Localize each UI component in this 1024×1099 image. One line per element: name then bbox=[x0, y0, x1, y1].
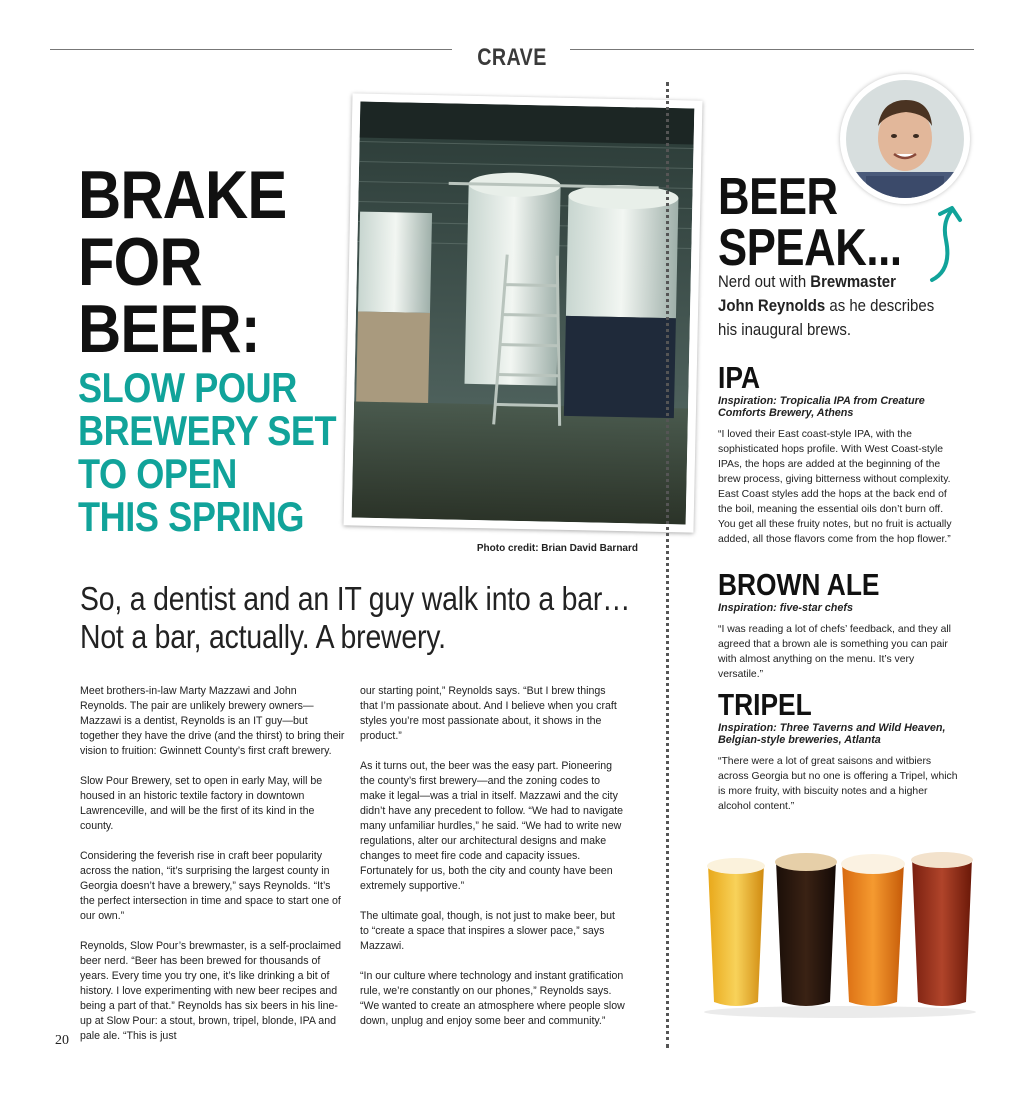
article-paragraph: As it turns out, the beer was the easy part. Pioneering the county’s first brewery—and the zoning codes to make it legal—was a trial in itself. Mazzawi and the city didn’t have any precedent to follow. “We had to navigate many unfamiliar hurdles,” he said. “We had to write new regulations, alter our architectural designs and make changes to meet fire code and capacity issues. Fortunately for us, both the city and county have been extremely supportive.” bbox=[360, 760, 624, 892]
beer-inspiration: Inspiration: Tropicalia IPA from Creature Comforts Brewery, Athens bbox=[718, 395, 925, 419]
article-paragraph: Slow Pour Brewery, set to open in early May, will be housed in an historic textile factory in downtown Lawrenceville, and will be the first of its kind in the county. bbox=[80, 775, 323, 832]
article-lede bbox=[80, 580, 631, 656]
article-paragraph: our starting point,” Reynolds says. “But I brew things that I’m passionate about. And I believe when you craft styles you’re most passionate about, it shows in the product.” bbox=[360, 685, 617, 742]
article-paragraph: Considering the feverish rise in craft beer popularity across the nation, “it’s surprising the largest county in Georgia doesn’t have a brewery,” says Reynolds. “It’s the perfect intersection in time and space to start one of our own.” bbox=[80, 850, 341, 922]
headline-line: FOR bbox=[78, 224, 202, 300]
beer-speak-intro bbox=[718, 270, 938, 342]
beer-inspiration: Inspiration: Three Taverns and Wild Heaven, Belgian-style breweries, Atlanta bbox=[718, 722, 946, 746]
beer-name: BROWN ALE bbox=[718, 567, 880, 602]
header-rule-right bbox=[570, 49, 974, 50]
intro-text: Nerd out with bbox=[718, 272, 811, 291]
intro-bold: John Reynolds bbox=[718, 296, 826, 315]
section-label: CRAVE bbox=[477, 44, 547, 71]
subheadline bbox=[78, 366, 336, 538]
article-paragraph: “In our culture where technology and instant gratification rule, we’re constantly on our phones,” Reynolds says. “We wanted to create an atmosphere where people slow down, unplug and enjoy some beer and community.” bbox=[360, 970, 625, 1027]
lede-line: Not a bar, actually. A brewery. bbox=[80, 618, 446, 655]
subheadline-line: BREWERY SET bbox=[78, 407, 337, 454]
intro-bold: Brewmaster bbox=[810, 272, 896, 291]
article-column-1 bbox=[80, 684, 345, 1059]
beer-name: IPA bbox=[718, 360, 760, 395]
subheadline-line: SLOW POUR bbox=[78, 364, 297, 411]
beer-quote: “I loved their East coast-style IPA, with the sophisticated hops profile. With West Coast-style IPAs, the hops are added at the beginning of the brew process, giving bitterness without complexity. East Coast styles add the hops at the back end of the boil, meaning the essential oils don’t burn off. You get all these fruity notes, but no fruit is actually added, all those flavors come from the hop flower.” bbox=[718, 429, 952, 545]
photo-credit: Photo credit: Brian David Barnard bbox=[476, 543, 638, 554]
beer-entry-ipa bbox=[718, 360, 958, 547]
subheadline-line: TO OPEN bbox=[78, 450, 237, 497]
article-column-2 bbox=[360, 684, 625, 1044]
header-rule-left bbox=[50, 49, 452, 50]
beer-entry-tripel bbox=[718, 687, 958, 814]
beer-speak-title-line: BEER bbox=[718, 168, 838, 226]
beer-name: TRIPEL bbox=[718, 687, 812, 722]
headline bbox=[78, 157, 287, 367]
beer-glasses-image bbox=[700, 852, 980, 1022]
article-paragraph: Reynolds, Slow Pour’s brewmaster, is a self-proclaimed beer nerd. “Beer has been brewed for thousands of years. Every time you try one, it’s like drinking a bit of history. I love experimenting with new beer recipes and being a part of that.” Reynolds has six beers in his line-up at Slow Pour: a stout, brown, tripel, blonde, IPA and pale ale. “This is just bbox=[80, 940, 342, 1042]
beer-entry-brown-ale bbox=[718, 567, 958, 682]
subheadline-line: THIS SPRING bbox=[78, 493, 305, 540]
intro-text: his inaugural brews. bbox=[718, 320, 852, 339]
headline-line: BRAKE bbox=[78, 157, 287, 233]
brewery-photo-image bbox=[352, 102, 695, 525]
article-paragraph: Meet brothers-in-law Marty Mazzawi and John Reynolds. The pair are unlikely brewery owners—Mazzawi is a dentist, Reynolds is an IT guy—but together they have the drive (and the thirst) to bring their vision to fruition: Gwinnett County’s first craft brewery. bbox=[80, 685, 345, 757]
headline-line: BEER: bbox=[78, 291, 260, 367]
brewery-photo bbox=[344, 93, 703, 532]
page-number: 20 bbox=[55, 1033, 69, 1048]
beer-speak-title-line: SPEAK... bbox=[718, 219, 902, 277]
beer-quote: “I was reading a lot of chefs’ feedback, and they all agreed that a brown ale is something you can pair with almost anything on the menu. It’s very versatile.” bbox=[718, 624, 951, 680]
beer-speak-title bbox=[718, 168, 902, 277]
lede-line: So, a dentist and an IT guy walk into a bar… bbox=[80, 580, 631, 617]
article-paragraph: The ultimate goal, though, is not just to make beer, but to “create a space that inspires a slower pace,” says Mazzawi. bbox=[360, 910, 615, 952]
beer-quote: “There were a lot of great saisons and witbiers across Georgia but no one is offering a Tripel, which is more fruity, with biscuity notes and a higher alcohol content.” bbox=[718, 756, 958, 812]
beer-inspiration: Inspiration: five-star chefs bbox=[718, 602, 853, 614]
intro-text: as he describes bbox=[825, 296, 935, 315]
column-divider bbox=[666, 82, 669, 1048]
